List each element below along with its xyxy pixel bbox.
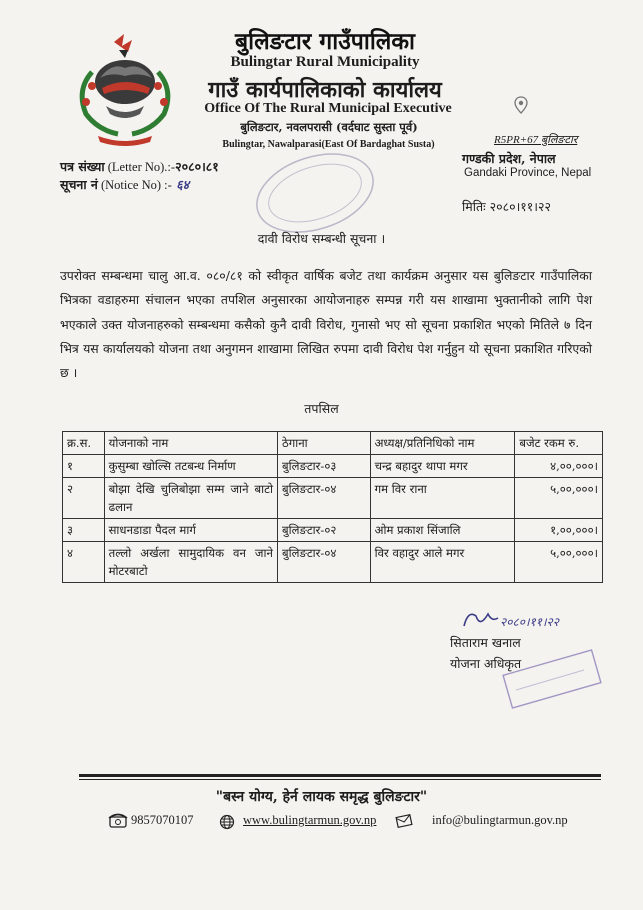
cell-address: बुलिङटार-०२ — [277, 519, 370, 542]
cell-project-name: तल्लो अर्खला सामुदायिक वन जाने मोटरबाटो — [104, 542, 277, 583]
address-en: Bulingtar, Nawalparasi(East Of Bardaghat Susta) — [222, 139, 435, 150]
cell-budget: १,००,०००। — [515, 519, 603, 542]
cell-address: बुलिङटार-०४ — [277, 478, 370, 519]
footer-email[interactable]: info@bulingtarmun.gov.np — [432, 813, 568, 827]
email-icon — [395, 813, 413, 829]
col-chairperson: अध्यक्ष/प्रतिनिधिको नाम — [370, 432, 515, 455]
letter-number — [60, 158, 219, 175]
phone-icon — [108, 812, 128, 828]
cell-address: बुलिङटार-०४ — [277, 542, 370, 583]
office-stamp — [250, 152, 380, 234]
signatory-name: सिताराम खनाल — [450, 635, 521, 650]
letter-number-label-en: (Letter No).:- — [104, 160, 176, 174]
footer-slogan: "बस्न योग्य, हेर्न लायक समृद्ध बुलिङटार" — [215, 789, 428, 805]
table-row — [63, 542, 603, 583]
cell-serial: २ — [63, 478, 105, 519]
emblem-icon — [62, 32, 188, 150]
letter-number-label-np: पत्र संख्या — [60, 159, 105, 174]
footer-rule-thin — [79, 779, 601, 780]
footer-website[interactable]: www.bulingtarmun.gov.np — [243, 813, 377, 827]
letter-number-value: २०८०।८१ — [175, 159, 219, 174]
col-project-name: योजनाको नाम — [104, 432, 277, 455]
signature-scribble — [458, 606, 588, 634]
municipality-name-en: Bulingtar Rural Municipality — [230, 54, 420, 70]
cell-budget: ५,००,०००। — [515, 478, 603, 519]
col-budget: बजेट रकम रु. — [515, 432, 603, 455]
notice-subject: दावी विरोध सम्बन्धी सूचना । — [257, 231, 386, 246]
details-heading: तपसिल — [304, 401, 339, 416]
cell-project-name: बोझा देखि चुलिबोझा सम्म जाने बाटो ढलान — [104, 478, 277, 519]
signatory-stamp — [496, 640, 608, 718]
cell-budget: ५,००,०००। — [515, 542, 603, 583]
table-row — [63, 455, 603, 478]
cell-project-name: साधनडाडा पैदल मार्ग — [104, 519, 277, 542]
cell-chairperson: ओम प्रकाश सिंजालि — [370, 519, 515, 542]
cell-serial: ३ — [63, 519, 105, 542]
office-name-np: गाउँ कार्यपालिकाको कार्यालय — [208, 77, 442, 103]
cell-chairperson: विर वहादुर आले मगर — [370, 542, 515, 583]
cell-chairperson: गम विर राना — [370, 478, 515, 519]
table-row — [63, 519, 603, 542]
province-en: Gandaki Province, Nepal — [464, 167, 592, 179]
footer-phone: 9857070107 — [131, 813, 194, 827]
notice-number-value: ६४ — [176, 177, 190, 192]
notice-body: उपरोक्त सम्बन्धमा चालु आ.व. ०८०/८१ को स्वीकृत वार्षिक बजेट तथा कार्यक्रम अनुसार यस बुलिङटार गाउँपालिका भित्रका वडाहरुमा संचालन भएका तपशिल अनुसारका आयोजनाहरु सम्पन्न गरी यस शाखामा भुक्तानीको लागि पेश भएकाले उक्त योजनाहरुको सम्बन्धमा कसैको कुनै दावी विरोध, गुनासो भए सो सूचना प्रकाशित भएको मितिले ७ दिन भित्र यस कार्यालयको योजना तथा अनुगमन शाखामा लिखित रुपमा दावी विरोध पेश गर्नुहुन यो सूचना प्रकाशित गरिएको छ । — [60, 268, 592, 381]
table-row — [63, 478, 603, 519]
cell-serial: ४ — [63, 542, 105, 583]
projects-table — [62, 431, 603, 583]
notice-date: मितिः २०८०।११।२२ — [462, 199, 552, 214]
globe-icon — [219, 814, 235, 830]
cell-chairperson: चन्द्र बहादुर थापा मगर — [370, 455, 515, 478]
signatory-title: योजना अधिकृत — [450, 656, 522, 671]
office-name-en: Office Of The Rural Municipal Executive — [204, 101, 452, 116]
table-header-row — [63, 432, 603, 455]
signature-date: २०८०।११।२२ — [500, 615, 560, 629]
cell-address: बुलिङटार-०३ — [277, 455, 370, 478]
cell-project-name: कुसुम्बा खोल्सि तटबन्ध निर्माण — [104, 455, 277, 478]
col-serial: क्र.स. — [63, 432, 105, 455]
notice-number-label-en: (Notice No) :- — [97, 178, 172, 192]
address-np: बुलिङटार, नवलपरासी (वर्दघाट सुस्ता पूर्व) — [240, 120, 418, 134]
notice-number-label-np: सूचना नं — [60, 177, 98, 192]
notice-number — [60, 176, 189, 193]
cell-serial: १ — [63, 455, 105, 478]
location-pin-icon — [514, 96, 528, 114]
province-np: गण्डकी प्रदेश, नेपाल — [462, 151, 556, 166]
municipality-name-np: बुलिङटार गाउँपालिका — [234, 28, 415, 55]
footer-rule — [79, 774, 601, 777]
plus-code: R5PR+67 बुलिङटार — [494, 134, 578, 146]
col-address: ठेगाना — [277, 432, 370, 455]
cell-budget: ४,००,०००। — [515, 455, 603, 478]
